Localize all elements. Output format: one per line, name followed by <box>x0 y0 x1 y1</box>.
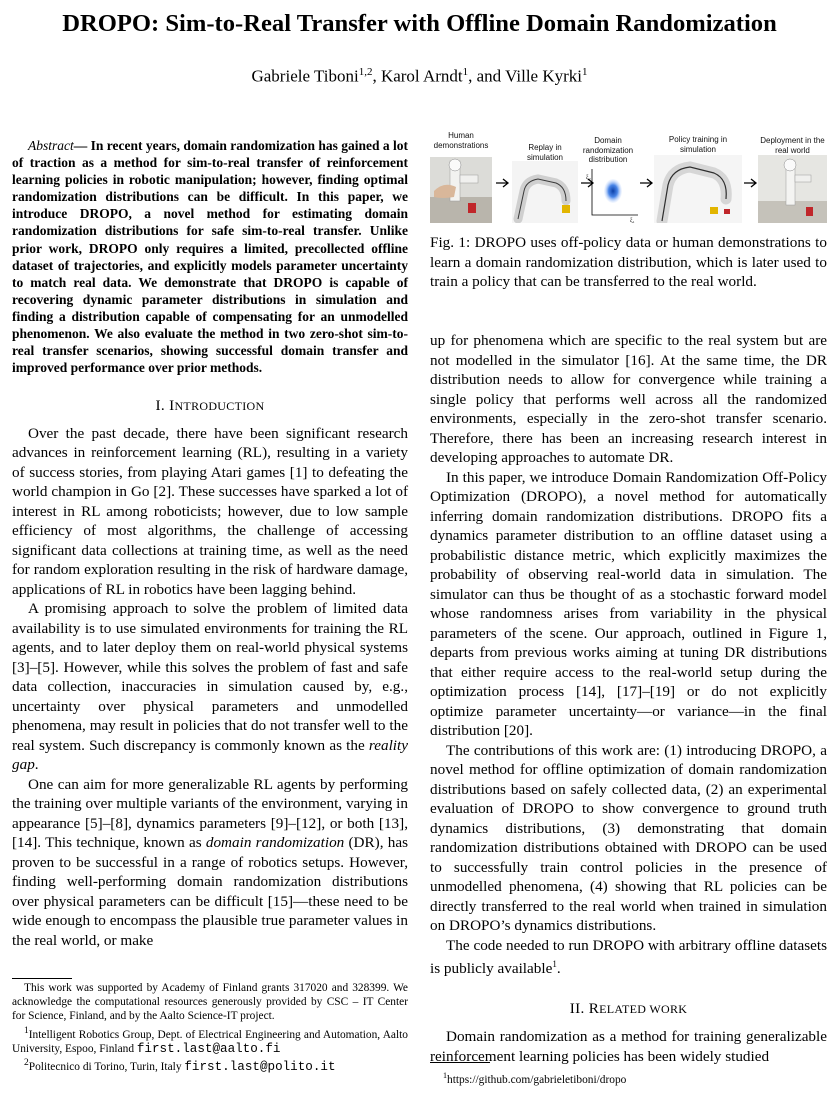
figure-stage: Domain randomization distribution ξ₂ ξ₁ <box>576 131 640 223</box>
footnote-rule <box>12 978 72 979</box>
svg-text:ξ₁: ξ₁ <box>630 218 635 223</box>
real-world-deployment-image <box>758 155 827 223</box>
footnotes <box>12 981 408 1074</box>
affiliation-mark: 1,2 <box>358 66 373 78</box>
intro-paragraph-2: A promising approach to solve the problem of limited data availability is to use simulated environments for training the RL agents, and to later deploy them on real-world physical systems [3]–[5]. However, while this solves the problem of fast and safe data collection, inaccuracies in simulation caused by, e.g., uncertainty over physical parameters and unmodelled phenomena, may result in policies that do not transfer well to the real system. Such discrepancy is commonly known as the reality gap. <box>12 600 408 773</box>
policy-training-image <box>654 155 742 223</box>
abstract <box>12 137 408 376</box>
section-heading-related-work: II. RELATED WORK <box>569 999 688 1017</box>
figure-1 <box>430 131 827 223</box>
human-demo-image <box>430 157 492 223</box>
code-availability-paragraph: The code needed to run DROPO with arbitrary offline datasets is publicly available$^1$. <box>430 936 827 978</box>
arrow-right-icon <box>744 178 758 188</box>
author-list <box>0 66 839 87</box>
author-name: , Karol Arndt <box>372 66 463 86</box>
intro-paragraph-5: In this paper, we introduce Domain Randomization Off-Policy Optimization (DROPO), a novel method for automatically inferring domain randomization distributions. DROPO fits a dynamics parameter distribution to an offline dataset using a probabilistic distance metric, which explicitly maximizes the probability of observing real-world data in simulation. The simulator can thus be thought of as a stochastic forward model whose randomness arises from variability in the physical parameters of the scene. Our approach, outlined in Figure 1, departs from previous works aiming at tuning DR distributions that either require access to the real-world setup during the optimization process [14], [17]–[19] or do not explicitly optimize parameter uncertainty—or variance—in the final distribution [20]. <box>430 468 827 739</box>
intro-paragraph-1: Over the past decade, there have been significant research advances in reinforcement learning (RL), resulting in a variety of success stories, from playing Atari games [1] to defeating the world champion in Go [2]. These successes have sparked a lot of interest in RL among roboticists; however, due to low sample efficiency of most algorithms, the challenge of accessing significant data collections at training time, as well as the need for random exploration resulting in the risk of hardware damage, applications of RL in robotics have been lagging behind. <box>12 424 408 598</box>
figure-stage: Human demonstrations <box>430 131 492 223</box>
figure-caption: Fig. 1: DROPO uses off-policy data or human demonstrations to learn a domain randomization distribution, which is later used to train a policy that can be transferred to the real world. <box>430 234 827 290</box>
affiliation-mark: 1 <box>462 66 469 78</box>
code-footnote: $^1$https://github.com/gabrieletiboni/dropo <box>443 1071 627 1086</box>
simulation-image <box>512 161 578 223</box>
footnote-rule <box>430 1062 490 1063</box>
figure-stage: Replay in simulation <box>512 131 578 223</box>
email: first.last@aalto.fi <box>136 1041 281 1056</box>
figure-stage: Policy training in simulation <box>654 131 742 223</box>
author-name: , and Ville Kyrki <box>468 66 582 86</box>
paper-title: DROPO: Sim-to-Real Transfer with Offline Domain Randomization <box>62 10 777 37</box>
section-heading-introduction: I. INTRODUCTION <box>155 397 265 414</box>
svg-text:ξ₂: ξ₂ <box>586 175 591 181</box>
distribution-plot <box>586 167 640 223</box>
affiliation-note-1: $^1$Intelligent Robotics Group, Dept. of Electrical Engineering and Automation, Aalto University, Espoo, Finland first.last@aalto.fi <box>12 1025 408 1056</box>
affiliation-mark: 1 <box>582 66 588 78</box>
contributions-paragraph: The contributions of this work are: (1) introducing DROPO, a novel method for offline optimization of domain randomization distributions based on safely collected data, (2) an experimental evaluation of DROPO to show convergence to ground truth dynamics distributions, (3) demonstrating that domain randomization distributions obtained with DROPO can be used to successfully train control policies in the presence of unmodelled phenomena, (4) showing that RL policies can be directly transferred to the real world when trained in simulation on DROPO’s dynamics distributions. <box>430 741 827 934</box>
intro-paragraph-3: One can aim for more generalizable RL agents by performing the training over multiple variants of the environment, varying in appearance [5]–[8], dynamics parameters [9]–[12], or both [13], [14]. This technique, known as domain randomization (DR), has proven to be successful in a range of robotics setups. However, finding well-performing domain randomization distributions over physical parameters can be difficult [15]—these need to be wide enough to encompass the plausible true parameter values in the real world, or make <box>12 775 408 949</box>
abstract-dash: — <box>73 138 88 153</box>
funding-note: This work was supported by Academy of Finland grants 317020 and 328399. We acknowledge the computational resources generously provided by CSC – IT Center for Science, Finland, and by the Aalto Science-IT project. <box>12 982 408 1023</box>
affiliation-note-2: $^2$Politecnico di Torino, Turin, Italy first.last@polito.it <box>24 1057 336 1074</box>
github-url: https://github.com/gabrieletiboni/dropo <box>447 1073 627 1086</box>
author-name: Gabriele Tiboni <box>251 66 359 86</box>
intro-paragraph-4: up for phenomena which are specific to the real system but are not modelled in the simulator [16]. At the same time, the DR distribution needs to allow for convergence while training a single policy that performs well across all the randomized environments, especially in the zero-shot transfer scenario. Therefore, there has been an increasing research interest in developing approaches to automate DR. <box>430 332 827 466</box>
email: first.last@polito.it <box>184 1059 336 1074</box>
arrow-right-icon <box>640 178 654 188</box>
arrow-right-icon <box>496 178 510 188</box>
abstract-text: In recent years, domain randomization has gained a lot of traction as a method for sim-to-real transfer of reinforcement learning policies in robotic manipulation; however, finding optimal randomization distributions can be difficult. In this paper, we introduce DROPO, a novel method for estimating domain randomization distributions for safe sim-to-real transfer. Unlike prior work, DROPO only requires a limited, precollected offline dataset of trajectories, and explicitly models parameter uncertainty to match real data. We demonstrate that DROPO is capable of recovering dynamic parameter distributions in simulation and finding a distribution capable of compensating for an unmodelled phenomenon. We also evaluate the method in two zero-shot sim-to-real transfer scenarios, showing successful domain transfer and improved performance over prior methods. <box>12 138 409 376</box>
abstract-label: Abstract <box>28 138 74 153</box>
related-work-paragraph: Domain randomization as a method for training generalizable reinforcement learning policies has been widely studied <box>430 1028 827 1065</box>
right-column <box>430 331 827 1066</box>
figure-stage: Deployment in the real world <box>758 131 827 223</box>
introduction-section <box>12 396 408 950</box>
